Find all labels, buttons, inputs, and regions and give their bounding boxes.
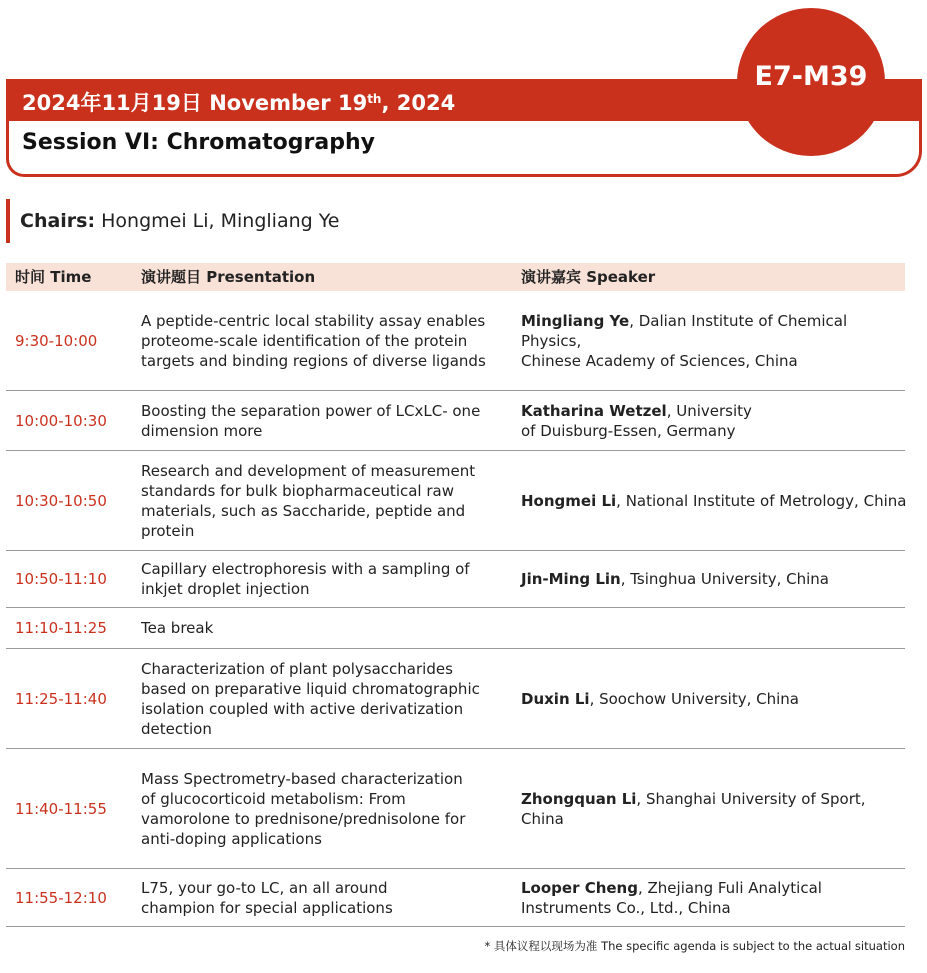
- time-cell: 9:30-10:00: [15, 331, 98, 350]
- time-cell: 11:25-11:40: [15, 689, 107, 708]
- session-title: Session VI: Chromatography: [22, 130, 375, 155]
- presentation-cell: Capillary electrophoresis with a sampling of inkjet droplet injection: [141, 560, 470, 598]
- table-row: [6, 608, 905, 649]
- presentation-cell: Boosting the separation power of LCxLC- one dimension more: [141, 401, 481, 440]
- time-cell: 11:10-11:25: [15, 619, 107, 637]
- speaker-name: Looper Cheng: [521, 878, 638, 897]
- time-cell: 10:00-10:30: [15, 411, 107, 430]
- presentation-cell: Tea break: [141, 619, 214, 637]
- chairs-line: [6, 199, 340, 243]
- chairs-label: Chairs:: [20, 210, 96, 232]
- speaker-cell: [521, 749, 881, 868]
- presentation-cell: Characterization of plant polysaccharides based on preparative liquid chromatographic isolation coupled with active derivatization detection: [141, 659, 480, 738]
- table-row: [6, 391, 905, 451]
- speaker-affiliation: , Shanghai University of Sport, China: [521, 789, 866, 828]
- speaker-affiliation: , National Institute of Metrology, China: [616, 491, 907, 510]
- table-row: [6, 451, 905, 551]
- col-time-header: 时间 Time: [15, 268, 92, 286]
- speaker-affiliation: , Zhejiang Fuli Analytical Instruments Co., Ltd., China: [521, 878, 822, 917]
- chairs-names: Hongmei Li, Mingliang Ye: [95, 210, 340, 232]
- speaker-affiliation: , Soochow University, China: [589, 689, 799, 708]
- table-row: [6, 551, 905, 608]
- table-row: [6, 291, 905, 391]
- speaker-affiliation-line2: Chinese Academy of Sciences, China: [521, 351, 798, 370]
- table-row: [6, 749, 905, 869]
- speaker-name: Mingliang Ye: [521, 311, 630, 330]
- time-cell: 11:55-12:10: [15, 888, 107, 907]
- table-row: [6, 869, 905, 927]
- session-code-badge: E7-M39: [737, 8, 885, 156]
- speaker-cell: [521, 291, 911, 390]
- session-date: 2024年11月19日 November 19th, 2024: [22, 91, 456, 115]
- agenda-footnote: * 具体议程以现场为准 The specific agenda is subject to the actual situation: [484, 939, 905, 953]
- col-presentation-header: 演讲题目 Presentation: [141, 268, 316, 286]
- time-cell: 10:50-11:10: [15, 570, 107, 588]
- presentation-cell: A peptide-centric local stability assay enables proteome-scale identification of the protein targets and binding regions of diverse ligands: [141, 311, 486, 370]
- speaker-name: Duxin Li: [521, 689, 590, 708]
- speaker-name: Katharina Wetzel: [521, 401, 667, 420]
- speaker-name: Zhongquan Li: [521, 789, 637, 808]
- presentation-cell: Research and development of measurement standards for bulk biopharmaceutical raw materials, such as Saccharide, peptide and protein: [141, 461, 476, 540]
- speaker-cell: [521, 869, 841, 926]
- speaker-affiliation: , Dalian Institute of Chemical Physics,: [521, 311, 848, 350]
- table-header: [6, 263, 905, 291]
- presentation-cell: L75, your go-to LC, an all around champion for special applications: [141, 878, 393, 917]
- speaker-cell: [521, 391, 771, 450]
- presentation-cell: Mass Spectrometry-based characterization of glucocorticoid metabolism: From vamorolone to prednisone/prednisolone for anti-doping applications: [141, 769, 466, 848]
- table-row: [6, 649, 905, 749]
- speaker-affiliation: , Tsinghua University, China: [620, 570, 829, 588]
- speaker-name: Hongmei Li: [521, 491, 617, 510]
- speaker-cell: [521, 551, 911, 607]
- speaker-cell: [521, 451, 911, 550]
- time-cell: 11:40-11:55: [15, 799, 107, 818]
- time-cell: 10:30-10:50: [15, 491, 107, 510]
- speaker-cell: [521, 649, 911, 748]
- speaker-name: Jin-Ming Lin: [521, 570, 621, 588]
- speaker-affiliation: , University of Duisburg-Essen, Germany: [521, 401, 752, 440]
- col-speaker-header: 演讲嘉宾 Speaker: [521, 268, 656, 286]
